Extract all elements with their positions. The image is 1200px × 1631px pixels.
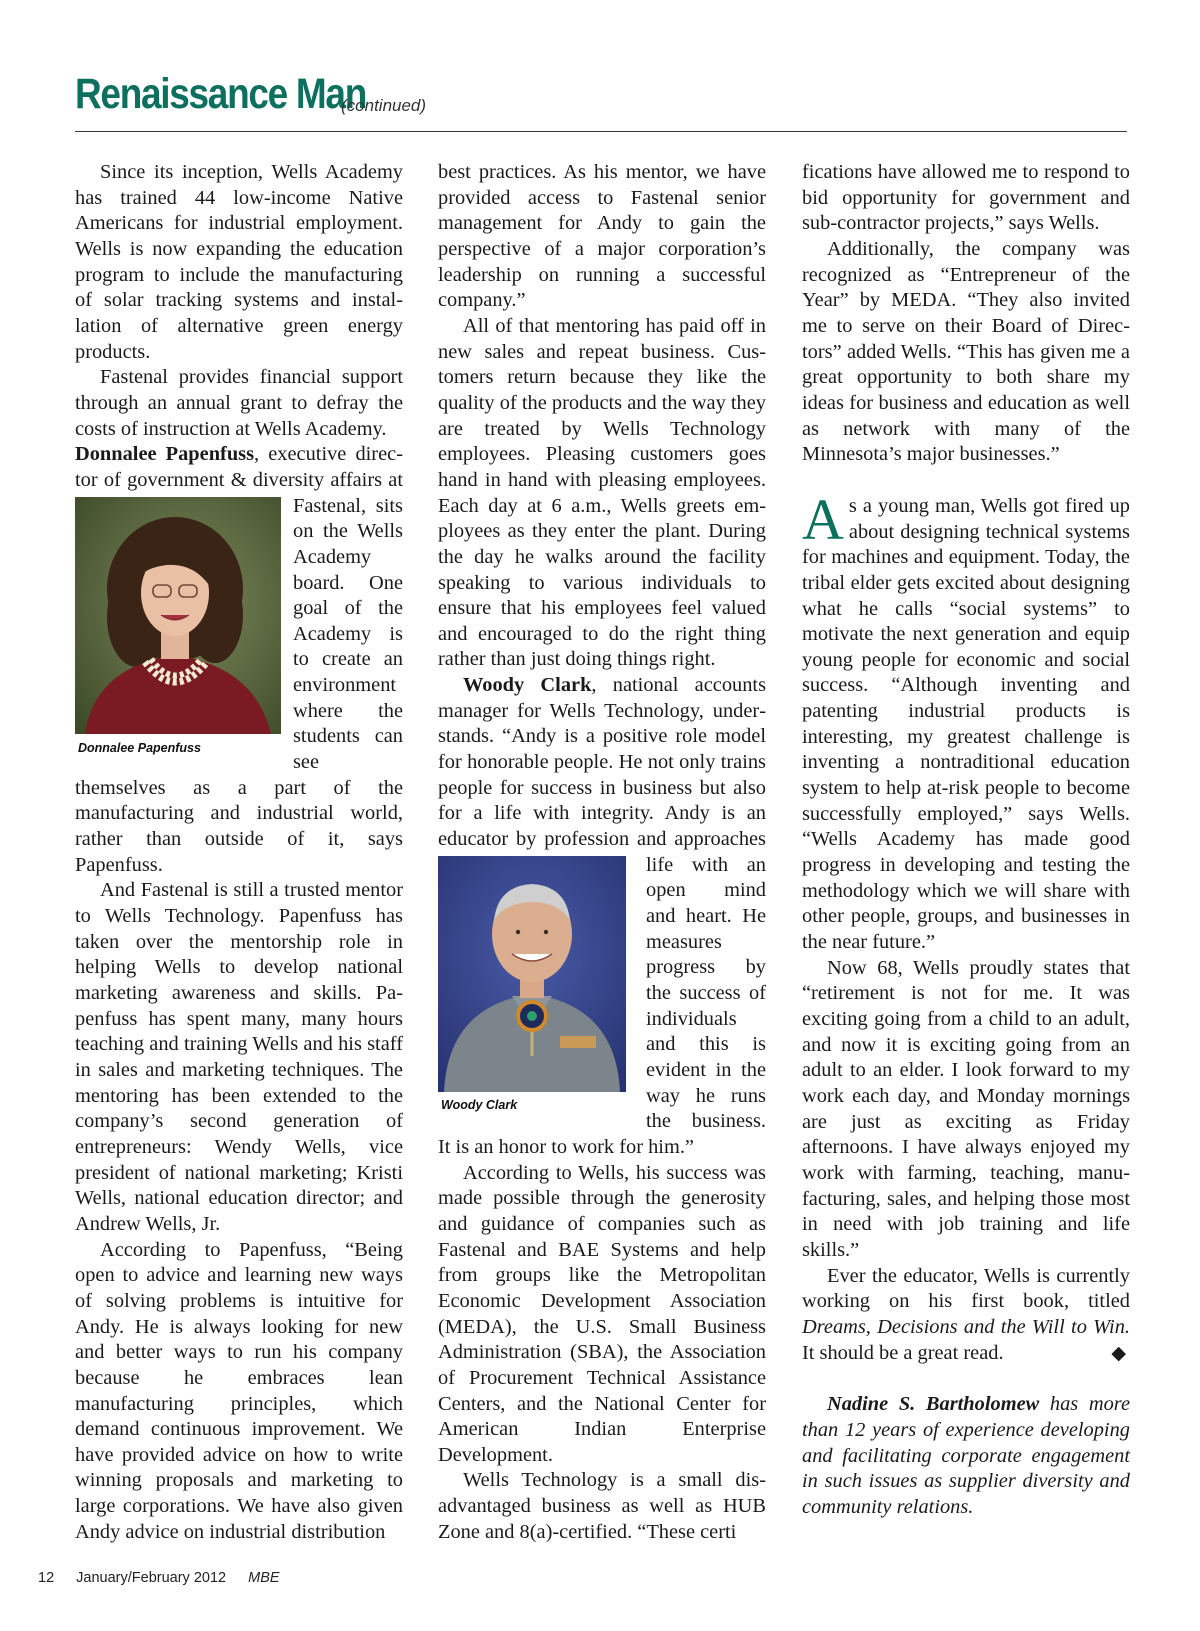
paragraph: And Fastenal is still a trusted mentor to Wells Technology. Papenfuss has taken over the mentorship role in helping Wells to develop national marketing awareness and skills. Papenfuss has spent many, many hours teaching and training Wells and his staff in sales and marketing techniques. The mentoring has been extended to the company’s second generation of entrepreneurs: Wendy Wells, vice president of national marketing; Kristi Wells, national education director; and Andrew Wells, Jr. — [75, 879, 403, 1235]
paragraph: All of that mentoring has paid off in new sales and repeat business. Customers return because they like the quality of the products and the way they are treated by Wells Technology employees. Pleasing customers goes hand in hand with pleasing employees. Each day at 6 a.m., Wells greets employees as they enter the plant. During the day he walks around the facility speaking to various individuals to ensure that his employees feel valued and encouraged to do the right thing rather than just doing things right. — [438, 314, 766, 671]
paragraph: Now 68, Wells proudly states that “retirement is not for me. It was exciting going from a child to an adult, and now it is exciting going from an adult to an elder. I look forward to my work each day, and Monday mornings are just as exciting as Friday afternoons. I have always enjoyed my work with farming, teaching, manufacturing, sales, and helping those most in need with job training and life skills.” — [802, 956, 1130, 1261]
paragraph: Fastenal provides financial support through an annual grant to defray the costs of instruction at Wells Academy. — [75, 366, 403, 440]
article-title: Renaissance Man — [75, 70, 367, 118]
paragraph: According to Papenfuss, “Being open to advice and learning new ways of solving problems is intuitive for Andy. He is always looking for new and better ways to run his company because he embraces lean manufacturing principles, which demand continuous improvement. We have provided advice on how to write winning proposals and marketing to large corporations. We have also given Andy advice on industrial distribution — [75, 1238, 403, 1543]
drop-cap: A — [802, 486, 844, 552]
clark-photo-figure — [438, 856, 626, 1113]
paragraph — [802, 486, 1130, 956]
paragraph — [802, 1264, 1130, 1367]
author-name: Nadine S. Bartholomew — [827, 1393, 1040, 1416]
paragraph: fications have allowed me to respond to bid opportunity for government and sub-contractor projects,” says Wells. — [802, 161, 1130, 235]
paragraph: Since its inception, Wells Academy has trained 44 low-income Native Americans for industrial employment. Wells is now expanding the education program to include the manufacturing of solar tracking systems and installation of alternative green energy products. — [75, 161, 403, 363]
page-header — [75, 70, 1127, 132]
page-number: 12 — [38, 1570, 55, 1586]
paragraph — [438, 673, 766, 1160]
paragraph — [75, 442, 403, 878]
book-title: Dreams, Decisions and the Will to Win. — [802, 1315, 1130, 1338]
paragraph-text: Ever the educator, Wells is currently working on his first book, titled — [802, 1264, 1130, 1313]
author-bio — [802, 1392, 1130, 1520]
column-3 — [802, 160, 1130, 1520]
paragraph-text: It should be a great read. — [802, 1341, 1004, 1364]
paragraph: best practices. As his mentor, we have provided access to Fastenal senior management for Andy to gain the perspective of a major corporation’s leadership on running a successful company.” — [438, 161, 766, 312]
paragraph-text: , executive director of government & diversity affairs Donnalee Papenfuss at Fastenal, sits on the Wells Academy board. One goal of the Academy is to create an environment where the students can see themselves as a part of the manufacturing and industrial world, rather than outside of it, says Papenfuss. — [75, 443, 403, 876]
issue-date: January/February 2012 — [76, 1570, 227, 1586]
paragraph: Additionally, the company was recognized as “Entrepreneur of the Year” by MEDA. “They also invited me to serve on their Board of Directors” added Wells. “This has given me a great opportunity to both share my ideas for business and education as well as network with many of the Minnesota’s major businesses.” — [802, 237, 1130, 466]
bio-text: has more than 12 years of experience developing and facilitating corporate engagement in such issues as supplier diversity and community relations. — [802, 1393, 1130, 1518]
paragraph: According to Wells, his success was made possible through the generosity and guidance of companies such as Fastenal and BAE Systems and help from groups like the Metropolitan Economic Development Association (MEDA), the U.S. Small Business Administration (SBA), the Association of Procurement Technical Assistance Centers, and the National Center for American Indian Enterprise Development. — [438, 1161, 766, 1466]
end-of-article-diamond: ◆ — [1111, 1342, 1126, 1364]
clark-portrait-photo — [438, 856, 626, 1092]
paragraph-text: s a young man, Wells got fired up about designing technical systems for machines and equipment. Today, the tribal elder gets excited about designing what he calls “social systems” to motivate the next generation and equip young people for economic and social success. “Although inventing and patenting industrial products is interesting, my greatest challenge is inventing a nontraditional education system to help at-risk people to become successfully employed,” says Wells. “Wells Academy has made good progress in developing and testing the methodology which we will share with other people, groups, and businesses in the near future.” — [802, 494, 1130, 954]
paragraph-text: , national accounts manager for Wells Technology, understands. “Andy is a positive role model for honorable people. He not only trains people for success in business but also for a life with integrity. Andy is an educator by profession and ap Woody Clark proaches life with an open mind and heart. He measures progress by the success of individuals and this is evident in the way he runs the business. It is an honor to work for him.” — [438, 674, 766, 1158]
magazine-name: MBE — [248, 1570, 280, 1586]
column-1 — [75, 160, 403, 1545]
person-name-bold: Donnalee Papenfuss — [75, 443, 255, 466]
photo-caption: Donnalee Papenfuss — [78, 740, 201, 755]
papenfuss-photo-figure — [75, 497, 281, 756]
paragraph: Wells Technology is a small disadvantaged business as well as HUB Zone and 8(a)-certified. “These certi — [438, 1469, 766, 1543]
page-footer — [38, 1570, 298, 1586]
person-name-bold: Woody Clark — [463, 674, 592, 697]
column-2 — [438, 160, 766, 1545]
photo-caption: Woody Clark — [441, 1097, 518, 1112]
papenfuss-portrait-photo — [75, 497, 281, 734]
article-subtitle: (continued) — [341, 96, 427, 115]
